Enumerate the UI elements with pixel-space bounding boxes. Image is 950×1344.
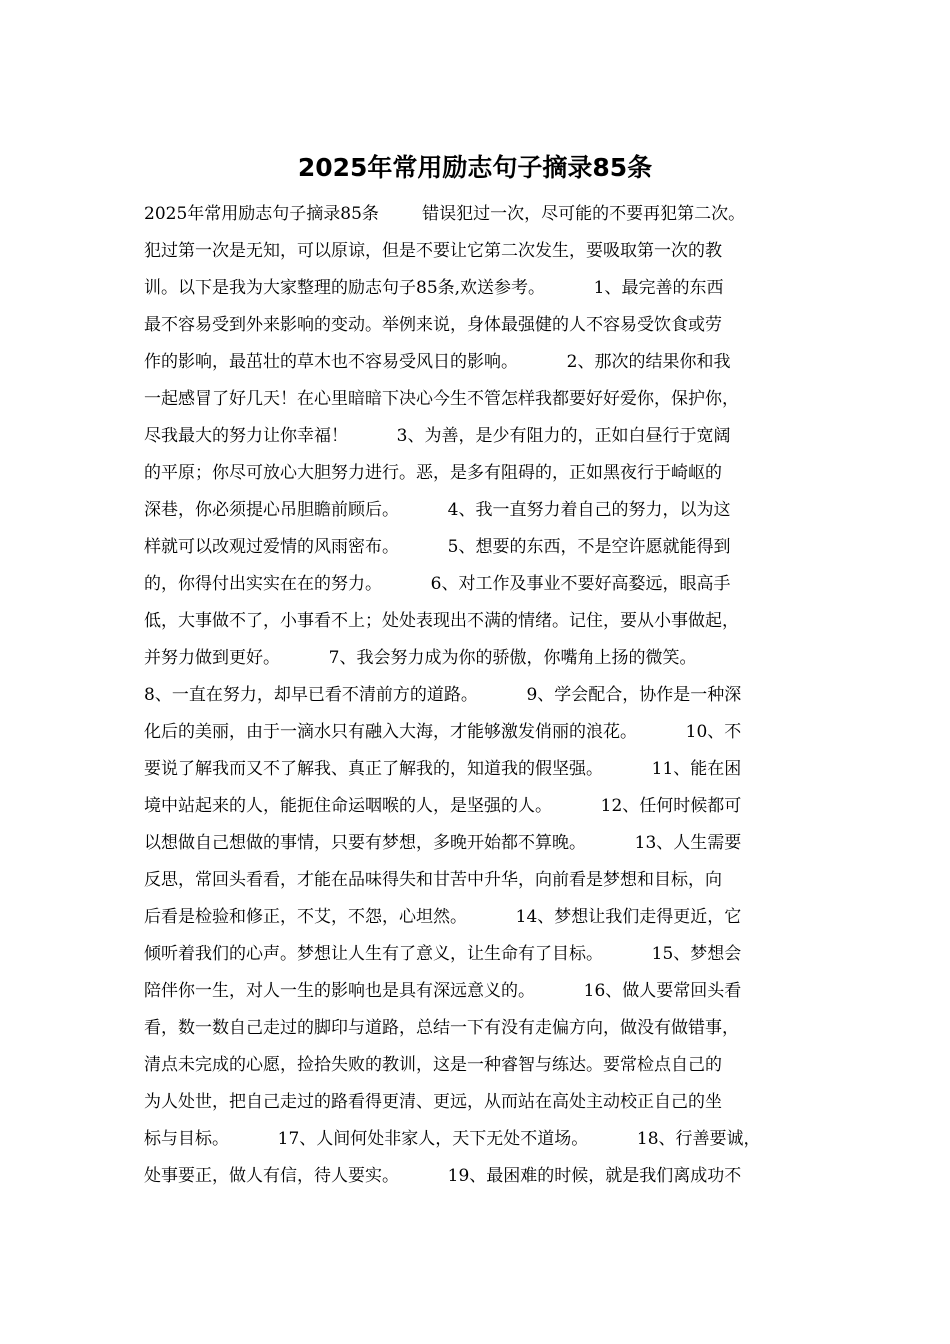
body-line: 2025年常用励志句子摘录85条 错误犯过一次，尽可能的不要再犯第二次。 [144, 204, 746, 224]
document-body [144, 196, 810, 1195]
body-line: 8、一直在努力，却早已看不清前方的道路。 9、学会配合，协作是一种深 [144, 685, 742, 705]
body-line: 看，数一数自己走过的脚印与道路，总结一下有没有走偏方向，做没有做错事， [144, 1018, 739, 1038]
body-line: 要说了解我而又不了解我、真正了解我的，知道我的假坚强。 11、能在困 [144, 759, 742, 779]
body-line: 化后的美丽，由于一滴水只有融入大海，才能够激发俏丽的浪花。 10、不 [144, 722, 742, 742]
body-line: 以想做自己想做的事情，只要有梦想，多晚开始都不算晚。 13、人生需要 [144, 833, 742, 853]
body-line: 清点未完成的心愿，捡拾失败的教训，这是一种睿智与练达。要常检点自己的 [144, 1055, 722, 1075]
body-line: 后看是检验和修正，不艾，不怨，心坦然。 14、梦想让我们走得更近，它 [144, 907, 742, 927]
body-line: 低，大事做不了，小事看不上；处处表现出不满的情绪。记住，要从小事做起， [144, 611, 739, 631]
body-line: 反思，常回头看看，才能在品味得失和甘苦中升华，向前看是梦想和目标，向 [144, 870, 722, 890]
body-line: 境中站起来的人，能扼住命运咽喉的人，是坚强的人。 12、任何时候都可 [144, 796, 742, 816]
body-line: 训。以下是我为大家整理的励志句子85条,欢送参考。 1、最完善的东西 [144, 278, 724, 298]
body-line: 处事要正，做人有信，待人要实。 19、最困难的时候，就是我们离成功不 [144, 1166, 742, 1186]
body-line: 标与目标。 17、人间何处非家人，天下无处不道场。 18、行善要诚， [144, 1129, 761, 1149]
body-line: 一起感冒了好几天！在心里暗暗下决心今生不管怎样我都要好好爱你，保护你， [144, 389, 739, 409]
body-line: 犯过第一次是无知，可以原谅，但是不要让它第二次发生，要吸取第一次的教 [144, 241, 722, 261]
body-line: 尽我最大的努力让你幸福！ 3、为善，是少有阻力的，正如白昼行于宽阔 [144, 426, 731, 446]
body-line: 最不容易受到外来影响的变动。举例来说，身体最强健的人不容易受饮食或劳 [144, 315, 722, 335]
document-title: 2025年常用励志句子摘录85条 [297, 153, 653, 182]
body-line: 深巷，你必须提心吊胆瞻前顾后。 4、我一直努力着自己的努力，以为这 [144, 500, 731, 520]
body-line: 为人处世，把自己走过的路看得更清、更远，从而站在高处主动校正自己的坐 [144, 1092, 722, 1112]
body-line: 的平原；你尽可放心大胆努力进行。恶，是多有阻碍的，正如黑夜行于崎岖的 [144, 463, 722, 483]
body-line: 陪伴你一生，对人一生的影响也是具有深远意义的。 16、做人要常回头看 [144, 981, 742, 1001]
body-line: 作的影响，最茁壮的草木也不容易受风日的影响。 2、那次的结果你和我 [144, 352, 731, 372]
body-line: 并努力做到更好。 7、我会努力成为你的骄傲，你嘴角上扬的微笑。 [144, 648, 697, 668]
body-line: 的，你得付出实实在在的努力。 6、对工作及事业不要好高婺远，眼高手 [144, 574, 731, 594]
body-line: 倾听着我们的心声。梦想让人生有了意义，让生命有了目标。 15、梦想会 [144, 944, 742, 964]
body-line: 样就可以改观过爱情的风雨密布。 5、想要的东西，不是空许愿就能得到 [144, 537, 731, 557]
